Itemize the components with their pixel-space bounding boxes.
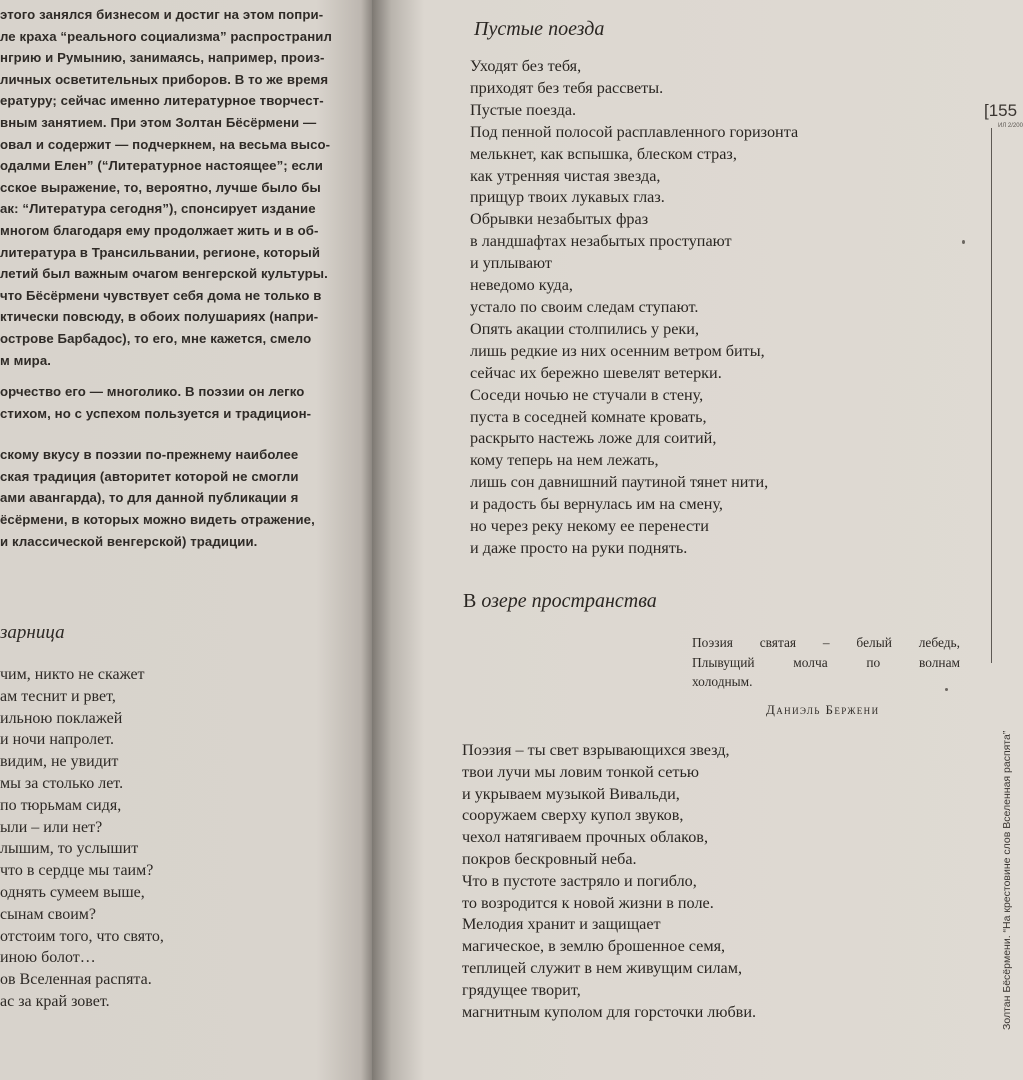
running-head: Золтан Бёсёрмени. “На крестовине слов Вселенная распята” [1001, 730, 1013, 1030]
poem-empty-trains [470, 56, 798, 560]
prose-line: личных осветительных приборов. В то же время [0, 71, 329, 87]
poem-line: теплицей служит в нем живущим силам, [462, 958, 743, 977]
poem-line: Уходят без тебя, [470, 57, 582, 75]
poem-line: что в сердце мы таим? [0, 862, 154, 880]
poem-line: мелькнет, как вспышка, блеском страз, [470, 144, 737, 163]
poem-line: как утренняя чистая звезда, [470, 166, 661, 185]
prose-line: ами авангарда), то для данной публикации я [0, 490, 299, 506]
poem-line: прищур твоих лукавых глаз. [470, 188, 665, 207]
poem-line: лишь сон давнишний паутиной тянет нити, [470, 473, 769, 492]
prose-line: летий был важным очагом венгерской культуры. [0, 266, 328, 282]
poem-line: видим, не увидит [0, 753, 119, 771]
prose-line: скому вкусу в поэзии по-прежнему наиболее [0, 447, 299, 463]
poem-line: то возродится к новой жизни в поле. [462, 893, 714, 912]
epigraph [692, 633, 960, 692]
poem-line: покров бескровный неба. [462, 849, 637, 868]
prose-line: литература в Трансильвании, регионе, который [0, 244, 321, 260]
poem-line: но через реку некому ее перенести [470, 517, 709, 536]
prose-line: многом благодаря ему продолжает жить и в об- [0, 222, 319, 238]
poem-line: и ночи напролет. [0, 731, 114, 749]
poem-line: раскрыто настежь ложе для соитий, [470, 429, 717, 448]
poem-line: сооружаем сверху купол звуков, [462, 806, 684, 825]
poem-line: лишь редкие из них осенним ветром биты, [470, 341, 765, 360]
poem-line: и укрываем музыкой Вивальди, [462, 784, 680, 803]
prose-line: овал и содержит — подчеркнем, на весьма высо- [0, 136, 331, 152]
left-poem [0, 664, 164, 1013]
poem-line: ов Вселенная распята. [0, 971, 152, 989]
poem-line: в ландшафтах незабытых проступают [470, 232, 732, 251]
poem-line: Мелодия хранит и защищает [462, 915, 661, 934]
poem-line: сейчас их бережно шевелят ветерки. [470, 363, 722, 382]
page-number: [155 [984, 101, 1018, 120]
poem-line: чим, никто не скажет [0, 666, 145, 683]
poem-line: ильною поклажей [0, 709, 123, 727]
poem-line: сынам своим? [0, 905, 96, 923]
epigraph-line: холодным. [692, 674, 753, 689]
issue-label: ИЛ 2/200 [998, 123, 1023, 129]
poem-title-prefix: В [463, 590, 477, 612]
poem-line: лышим, то услышит [0, 840, 139, 858]
poem-line: ам теснит и рвет, [0, 687, 116, 705]
poem-line: кому теперь на нем лежать, [470, 451, 659, 470]
prose-line: этого занялся бизнесом и достиг на этом попри- [0, 7, 324, 22]
poem-line: Опять акации столпились у реки, [470, 319, 700, 338]
poem-line: и даже просто на руки поднять. [470, 538, 688, 557]
prose-line: орчество его — многолико. В поэзии он легко [0, 384, 305, 400]
prose-line: ктически повсюду, в обоих полушариях (напри- [0, 309, 319, 325]
poem-line: Поэзия – ты свет взрывающихся звезд, [462, 741, 730, 759]
poem-line: устало по своим следам ступают. [470, 297, 699, 316]
prose-line: что Бёсёрмени чувствует себя дома не только в [0, 287, 322, 303]
epigraph-line: Поэзия святая – белый лебедь, [692, 635, 960, 650]
left-poem-title: зарница [0, 622, 65, 643]
prose-line: сское выражение, то, вероятно, лучше было бы [0, 179, 321, 195]
epigraph-line: Плывущий молча по волнам [692, 654, 960, 670]
prose-line: нгрию и Румынию, занимаясь, например, произ- [0, 50, 325, 66]
prose-line: ле краха “реального социализма” распространил [0, 28, 332, 44]
prose-line: ёсёрмени, в которых можно видеть отражение, [0, 512, 315, 528]
poem-line: ас за край зовет. [0, 992, 110, 1010]
left-prose [0, 4, 352, 552]
poem-title-lake-of-space [463, 590, 657, 613]
margin-rule [991, 128, 992, 663]
poem-line: магическое, в землю брошенное семя, [462, 937, 726, 956]
poem-title-rest: озере пространства [481, 590, 657, 612]
prose-line: стихом, но с успехом пользуется и традицион- [0, 405, 312, 421]
prose-line: и классической венгерской) традиции. [0, 533, 258, 549]
poem-lake-of-space [462, 740, 756, 1023]
poem-line: Пустые поезда. [470, 100, 577, 119]
prose-line: ак: “Литература сегодня”), спонсирует издание [0, 201, 316, 217]
prose-line: м мира. [0, 352, 52, 368]
poem-line: грядущее творит, [462, 980, 581, 999]
poem-line: приходят без тебя рассветы. [470, 78, 664, 97]
poem-line: Под пенной полосой расплавленного горизонта [470, 122, 799, 141]
left-page [0, 0, 372, 1080]
poem-line: чехол натягиваем прочных облаков, [462, 828, 708, 847]
poem-line: Обрывки незабытых фраз [470, 210, 649, 229]
prose-line: острове Барбадос), то его, мне кажется, смело [0, 330, 312, 346]
poem-line: магнитным куполом для горсточки любви. [462, 1002, 757, 1021]
prose-line: ературу; сейчас именно литературное творчест- [0, 93, 324, 109]
poem-line: твои лучи мы ловим тонкой сетью [462, 762, 699, 781]
poem-line: мы за столько лет. [0, 774, 124, 792]
prose-line: одалми Елен” (“Литературное настоящее”; если [0, 158, 323, 174]
paper-speck [962, 240, 965, 244]
poem-line: отстоим того, что свято, [0, 927, 164, 945]
poem-line: пуста в соседней комнате кровать, [470, 407, 707, 426]
poem-line: однять сумеем выше, [0, 883, 145, 901]
poem-line: и радость бы вернулась им на смену, [470, 495, 723, 514]
poem-line: иною болот… [0, 949, 96, 967]
poem-line: и уплывают [470, 254, 552, 273]
epigraph-author: Даниэль Бержени [766, 702, 880, 717]
paper-speck [945, 688, 948, 691]
prose-line: ская традиция (авторитет которой не смогли [0, 468, 299, 484]
poem-line: Что в пустоте застряло и погибло, [462, 871, 697, 890]
poem-title-empty-trains: Пустые поезда [474, 18, 605, 40]
poem-line: Соседи ночью не стучали в стену, [470, 385, 704, 404]
poem-line: ыли – или нет? [0, 818, 103, 836]
poem-line: по тюрьмам сидя, [0, 796, 122, 814]
poem-line: неведомо куда, [470, 276, 573, 295]
prose-line: вным занятием. При этом Золтан Бёсёрмени — [0, 114, 317, 130]
